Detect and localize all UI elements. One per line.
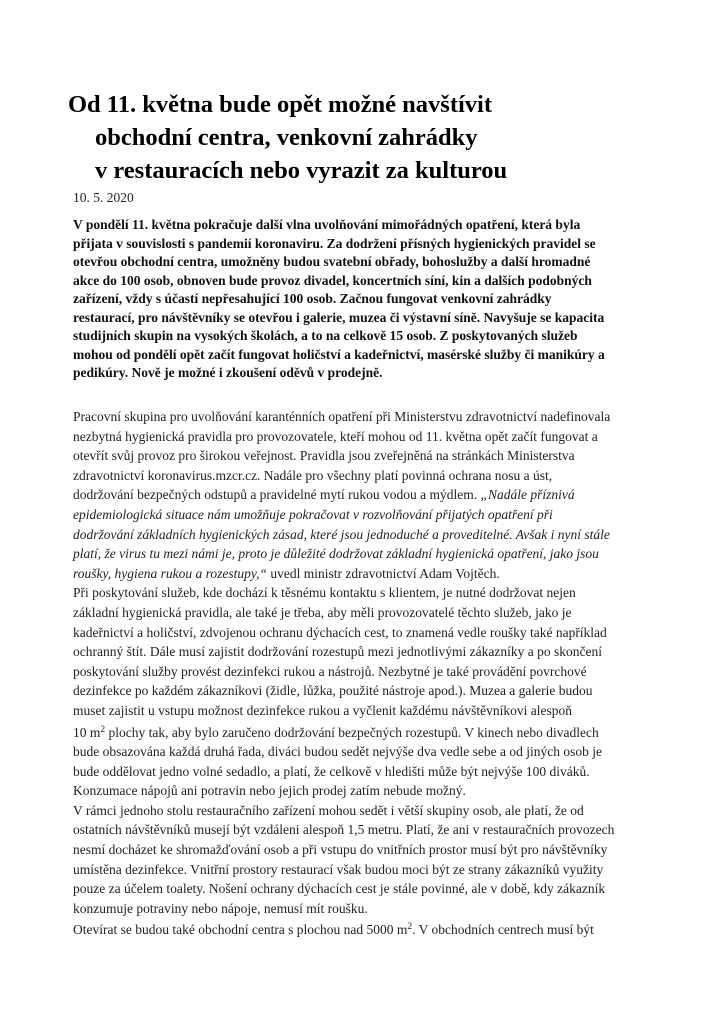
body-line: Při poskytování služeb, kde dochází k těsnému kontaktu s klientem, je nutné dodržovat nejen <box>73 585 576 601</box>
body-line: umístěna dezinfekce. Vnitřní prostory restaurací však budou moci být ze strany zákazníků využity <box>73 861 604 877</box>
body-line: otevřít svůj provoz pro širokou veřejnost. Pravidla jsou zveřejněná na stránkách Ministerstva <box>73 448 575 464</box>
body-text-run: Otevírat se budou také obchodní centra s plochou nad 5000 m <box>73 922 408 938</box>
body-line: pouze za účelem toalety. Nošení ochrany dýchacích cest je stále povinné, ale v době, kdy zákazník <box>73 881 606 897</box>
body-line <box>73 485 643 505</box>
body-line: bude obsazována každá druhá řada, diváci budou sedět nejvýše dva vedle sebe a od jiných osob je <box>73 744 602 760</box>
minister-quote: platí, že virus tu mezi námi je, proto je důležité dodržovat základní hygienická opatření, jako jsou <box>73 546 599 562</box>
body-line: zdravotnictví koronavirus.mzcr.cz. Nadále pro všechny platí povinná ochrana nosu a úst, <box>73 467 553 483</box>
minister-quote: dodržování základních hygienických zásad, které jsou jednoduché a proveditelné. Avšak i nyní stále <box>73 526 610 542</box>
body-line: bude oddělovat jedno volné sedadlo, a platí, že celkově v hledišti může být nejvýše 100 diváků. <box>73 763 590 779</box>
body-text-run: plochy tak, aby bylo zaručeno dodržování bezpečných rozestupů. V kinech nebo divadlech <box>105 724 599 740</box>
body-text-run: . V obchodních centrech musí být <box>412 922 594 938</box>
lead-line-5: zařízení, vždy s účastí nepřesahující 100 osob. Začnou fungovat venkovní zahrádky <box>73 291 552 306</box>
lead-line-7: studijních skupin na vysokých školách, a to na celkově 15 osob. Z poskytovaných služeb <box>73 328 578 343</box>
body-text-run: dodržování bezpečných odstupů a pravidelné mytí rukou vodou a mýdlem. <box>73 487 481 503</box>
lead-line-1: V pondělí 11. května pokračuje další vlna uvolňování mimořádných opatření, která byla <box>73 217 581 232</box>
lead-line-8: mohou od pondělí opět začít fungovat holičství a kadeřnictví, masérské služby či manikúry a <box>73 346 605 362</box>
superscript: 2 <box>407 922 413 933</box>
body-line: Pracovní skupina pro uvolňování karanténních opatření při Ministerstvu zdravotnictví nadefinovala <box>73 409 611 424</box>
publish-date: 10. 5. 2020 <box>73 190 134 205</box>
body-line <box>73 564 643 584</box>
lead-line-9: pedikúry. Nově je možné i zkoušení oděvů v prodejně. <box>73 365 383 380</box>
article-title <box>68 88 668 187</box>
lead-line-3: otevřou obchodní centra, umožněny budou svatební obřady, bohoslužby a další hromadné <box>73 254 591 269</box>
lead-line-4: akce do 100 osob, obnoven bude provoz divadel, koncertních síní, kin a dalších podobných <box>73 272 592 288</box>
title-line-2: obchodní centra, venkovní zahrádky <box>95 124 478 151</box>
body-line: nesmí docházet ke shromažďování osob a při vstupu do vnitřních prostor musí být pro návštěvníky <box>73 842 608 858</box>
title-line-3: v restauracích nebo vyrazit za kulturou <box>95 157 508 184</box>
minister-quote: epidemiologická situace nám umožňuje pokračovat v rozvolňování přijatých opatření při <box>73 506 553 522</box>
minister-quote: roušky, hygiena rukou a rozestupy,“ <box>73 565 267 581</box>
body-line: Konzumace nápojů ani potravin nebo jejich prodej zatím nebude možný. <box>73 783 466 799</box>
article-body <box>73 407 643 940</box>
body-line: muset zajistit u vstupu možnost dezinfekce rukou a vyčlenit každému návštěvníkovi alespoň <box>73 702 572 718</box>
lead-line-2: přijata v souvislosti s pandemií koronaviru. Za dodržení přísných hygienických pravidel se <box>73 235 596 251</box>
body-line: nezbytná hygienická pravidla pro provozovatele, kteří mohou od 11. května opět začít fungovat a <box>73 428 598 444</box>
body-line: poskytování služby provést dezinfekci rukou a nástrojů. Nezbytné je také provádění povrchové <box>73 663 587 679</box>
minister-quote: „Nadále příznivá <box>480 487 575 503</box>
body-text-run: 10 m <box>73 724 101 740</box>
lead-line-6: restaurací, pro návštěvníky se otevřou i galerie, muzea či výstavní síně. Navyšuje se kapacita <box>73 309 605 325</box>
body-line: kadeřnictví a holičství, zdvojenou ochranu dýchacích cest, to znamená vedle roušky také například <box>73 624 607 640</box>
body-line: V rámci jednoho stolu restauračního zařízení mohou sedět i větší skupiny osob, ale platí, že od <box>73 802 584 818</box>
body-line <box>73 920 643 940</box>
body-line: dezinfekce po každém zákazníkovi (židle, lůžka, použité nástroje apod.). Muzea a galerie budou <box>73 683 593 699</box>
lead-paragraph <box>73 216 643 383</box>
body-text-run: uvedl ministr zdravotnictví Adam Vojtěch. <box>266 565 500 581</box>
body-line: ochranný štít. Dále musí zajistit dodržování rozestupů mezi jednotlivými zákazníky a po skončení <box>73 644 602 660</box>
superscript: 2 <box>100 724 106 735</box>
body-line: ostatních návštěvníků musejí být vzdáleni alespoň 1,5 metru. Platí, že ani v restauračních provozech <box>73 822 615 838</box>
body-line: konzumuje potraviny nebo nápoje, nemusí mít roušku. <box>73 900 368 916</box>
title-line-1: Od 11. května bude opět možné navštívit <box>68 91 493 118</box>
body-line: základní hygienická pravidla, ale také je třeba, aby měli provozovatelé těchto služeb, jako je <box>73 604 572 620</box>
body-line <box>73 723 643 743</box>
